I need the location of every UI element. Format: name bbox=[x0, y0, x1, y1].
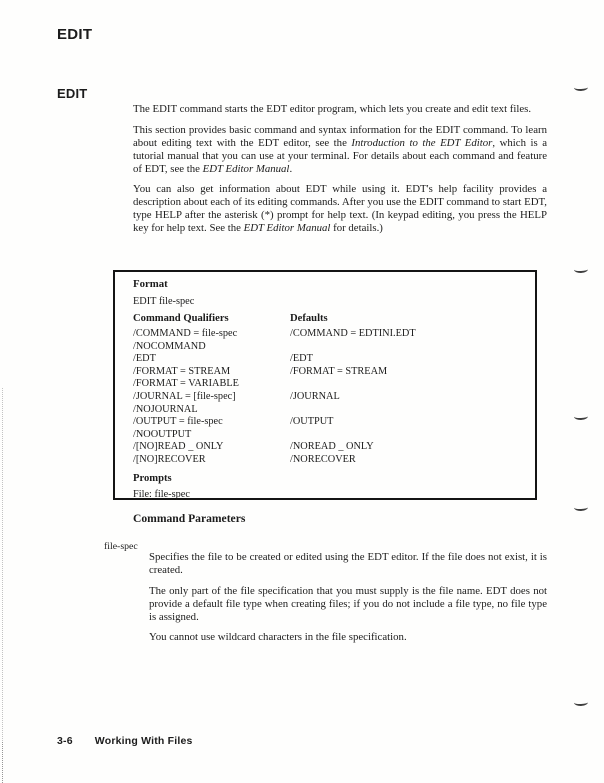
intro-text bbox=[133, 103, 547, 243]
qualifier-cell: /COMMAND = file-spec bbox=[133, 328, 238, 339]
parameter-desc-paragraph-1: Specifies the file to be created or edited using the EDT editor. If the file does not exist, it is created. bbox=[149, 551, 547, 576]
table-row bbox=[133, 391, 525, 404]
qualifier-cell: /NOJOURNAL bbox=[133, 403, 198, 415]
command-name-heading: EDIT bbox=[57, 86, 88, 101]
prompt-line: File: file-spec bbox=[133, 488, 190, 500]
qualifier-cell: /JOURNAL = [file-spec] bbox=[133, 390, 236, 402]
table-row bbox=[133, 454, 525, 467]
column-header-defaults: Defaults bbox=[290, 313, 328, 324]
format-box-title: Format bbox=[133, 278, 168, 290]
scan-edge-artifact bbox=[2, 388, 3, 783]
default-cell: /FORMAT = STREAM bbox=[290, 365, 388, 377]
margin-mark bbox=[574, 86, 588, 91]
default-cell: /COMMAND = EDTINI.EDT bbox=[290, 328, 416, 339]
intro-p3-run: for details.) bbox=[330, 222, 383, 234]
qualifier-cell: /[NO]READ _ ONLY bbox=[133, 441, 224, 453]
qualifier-cell: /FORMAT = STREAM bbox=[133, 365, 231, 377]
command-parameters-heading: Command Parameters bbox=[133, 512, 246, 525]
default-cell: /NORECOVER bbox=[290, 453, 356, 465]
intro-p2-run: . bbox=[289, 162, 293, 175]
default-cell bbox=[290, 404, 525, 417]
command-syntax-line: EDIT file-spec bbox=[133, 296, 195, 307]
default-cell: /JOURNAL bbox=[290, 390, 340, 402]
manual-title-italic: EDT Editor Manual bbox=[202, 162, 290, 175]
margin-mark bbox=[574, 415, 588, 420]
parameter-desc-paragraph-2: The only part of the file specification that you must supply is the file name. EDT does not provide a default file type when creating files; if you do not include a file type, no file type is assigned. bbox=[149, 584, 547, 623]
default-cell bbox=[290, 341, 525, 354]
table-row bbox=[133, 378, 525, 391]
format-box bbox=[113, 270, 537, 500]
page-number: 3-6 bbox=[57, 735, 73, 747]
default-cell bbox=[290, 378, 525, 391]
scan-edge-artifact bbox=[2, 742, 3, 783]
default-cell: /NOREAD _ ONLY bbox=[290, 441, 374, 453]
qualifier-cell: /OUTPUT = file-spec bbox=[133, 416, 223, 428]
parameter-term: file-spec bbox=[104, 541, 138, 552]
intro-p2-run: , which is a tutorial manual that you can use at your terminal. For details about each command and feature of EDT, see the bbox=[133, 136, 548, 175]
table-row bbox=[133, 441, 525, 454]
default-cell: /OUTPUT bbox=[290, 416, 334, 428]
qualifier-cell: /FORMAT = VARIABLE bbox=[133, 378, 239, 390]
default-cell bbox=[290, 429, 525, 442]
table-row bbox=[133, 366, 525, 379]
qualifier-table bbox=[133, 328, 525, 467]
margin-mark bbox=[574, 268, 588, 273]
margin-mark bbox=[574, 506, 588, 511]
page-footer bbox=[57, 735, 193, 747]
parameter-desc-paragraph-3: You cannot use wildcard characters in the file specification. bbox=[149, 631, 407, 643]
qualifier-cell: /EDT bbox=[133, 353, 156, 365]
table-row bbox=[133, 353, 525, 366]
manual-title-italic: EDT Editor Manual bbox=[243, 222, 331, 234]
table-row bbox=[133, 404, 525, 417]
column-header-qualifiers: Command Qualifiers bbox=[133, 313, 229, 324]
default-cell: /EDT bbox=[290, 353, 313, 365]
footer-section-title: Working With Files bbox=[94, 735, 193, 747]
qualifier-table-header bbox=[133, 313, 525, 328]
intro-p2-run: This section provides basic command and syntax information for the EDIT command. To learn about editing text with the EDT editor, see the bbox=[133, 123, 547, 149]
qualifier-cell: /NOOUTPUT bbox=[133, 428, 192, 440]
prompts-title: Prompts bbox=[133, 472, 172, 484]
intro-paragraph-2 bbox=[133, 124, 547, 176]
table-row bbox=[133, 341, 525, 354]
table-row bbox=[133, 429, 525, 442]
intro-paragraph-1: The EDIT command starts the EDT editor program, which lets you create and edit text files. bbox=[133, 103, 532, 115]
running-head: EDIT bbox=[57, 26, 93, 43]
manual-title-italic: Introduction to the EDT Editor bbox=[351, 136, 493, 149]
table-row bbox=[133, 416, 525, 429]
margin-mark bbox=[574, 701, 588, 706]
intro-paragraph-3 bbox=[133, 183, 547, 235]
parameter-description bbox=[149, 551, 547, 652]
intro-p3-run: You can also get information about EDT while using it. EDT's help facility provides a description about each of its editing commands. After you use the EDIT command to start EDT, type HELP after the asterisk (*) prompt for help text. (In keypad editing, you press the HELP key for help text. See the bbox=[133, 183, 547, 234]
table-row bbox=[133, 328, 525, 341]
qualifier-cell: /NOCOMMAND bbox=[133, 340, 206, 352]
qualifier-cell: /[NO]RECOVER bbox=[133, 453, 206, 465]
